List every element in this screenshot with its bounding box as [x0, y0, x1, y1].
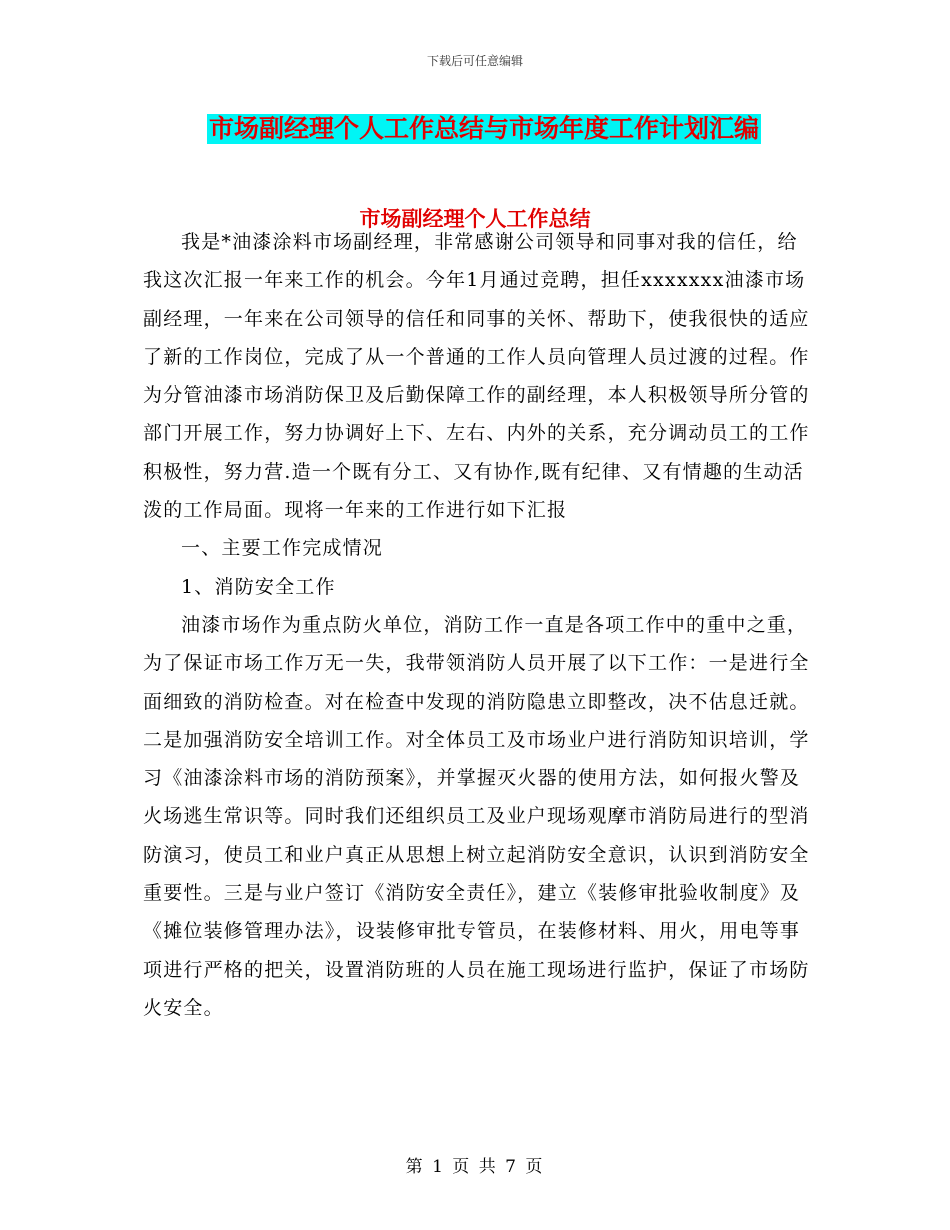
section-title: 市场副经理个人工作总结: [359, 206, 591, 231]
heading-fire-safety: 1、消防安全工作: [181, 575, 336, 598]
document-body: [143, 223, 815, 1027]
page-number-footer: 第 1 页 共 7 页: [405, 1157, 545, 1177]
paragraph-intro: 我是*油漆涂料市场副经理，非常感谢公司领导和同事对我的信任，给我这次汇报一年来工作的机会。今年1月通过竞聘，担任xxxxxxx油漆市场副经理，一年来在公司领导的信任和同事的关怀、帮助下，使我很快的适应了新的工作岗位，完成了从一个普通的工作人员向管理人员过渡的过程。作为分管油漆市场消防保卫及后勤保障工作的副经理，本人积极领导所分管的部门开展工作，努力协调好上下、左右、内外的关系，充分调动员工的工作积极性，努力营.造一个既有分工、又有协作,既有纪律、又有情趣的生动活泼的工作局面。现将一年来的工作进行如下汇报: [143, 231, 810, 522]
heading-main-work: 一、主要工作完成情况: [181, 537, 384, 560]
paragraph-fire-safety: 油漆市场作为重点防火单位，消防工作一直是各项工作中的重中之重，为了保证市场工作万无一失，我带领消防人员开展了以下工作：一是进行全面细致的消防检查。对在检查中发现的消防隐患立即整改，决不估息迁就。二是加强消防安全培训工作。对全体员工及市场业户进行消防知识培训，学习《油漆涂料市场的消防预案》，并掌握灭火器的使用方法，如何报火警及火场逃生常识等。同时我们还组织员工及业户现场观摩市消防局进行的型消防演习，使员工和业户真正从思想上树立起消防安全意识，认识到消防安全重要性。三是与业户签订《消防安全责任》，建立《装修审批验收制度》及《摊位装修管理办法》，设装修审批专管员，在装修材料、用火，用电等事项进行严格的把关，设置消防班的人员在施工现场进行监护，保证了市场防火安全。: [143, 613, 810, 1019]
header-note: 下载后可任意编辑: [426, 54, 523, 68]
document-main-title: 市场副经理个人工作总结与市场年度工作计划汇编: [209, 114, 760, 143]
